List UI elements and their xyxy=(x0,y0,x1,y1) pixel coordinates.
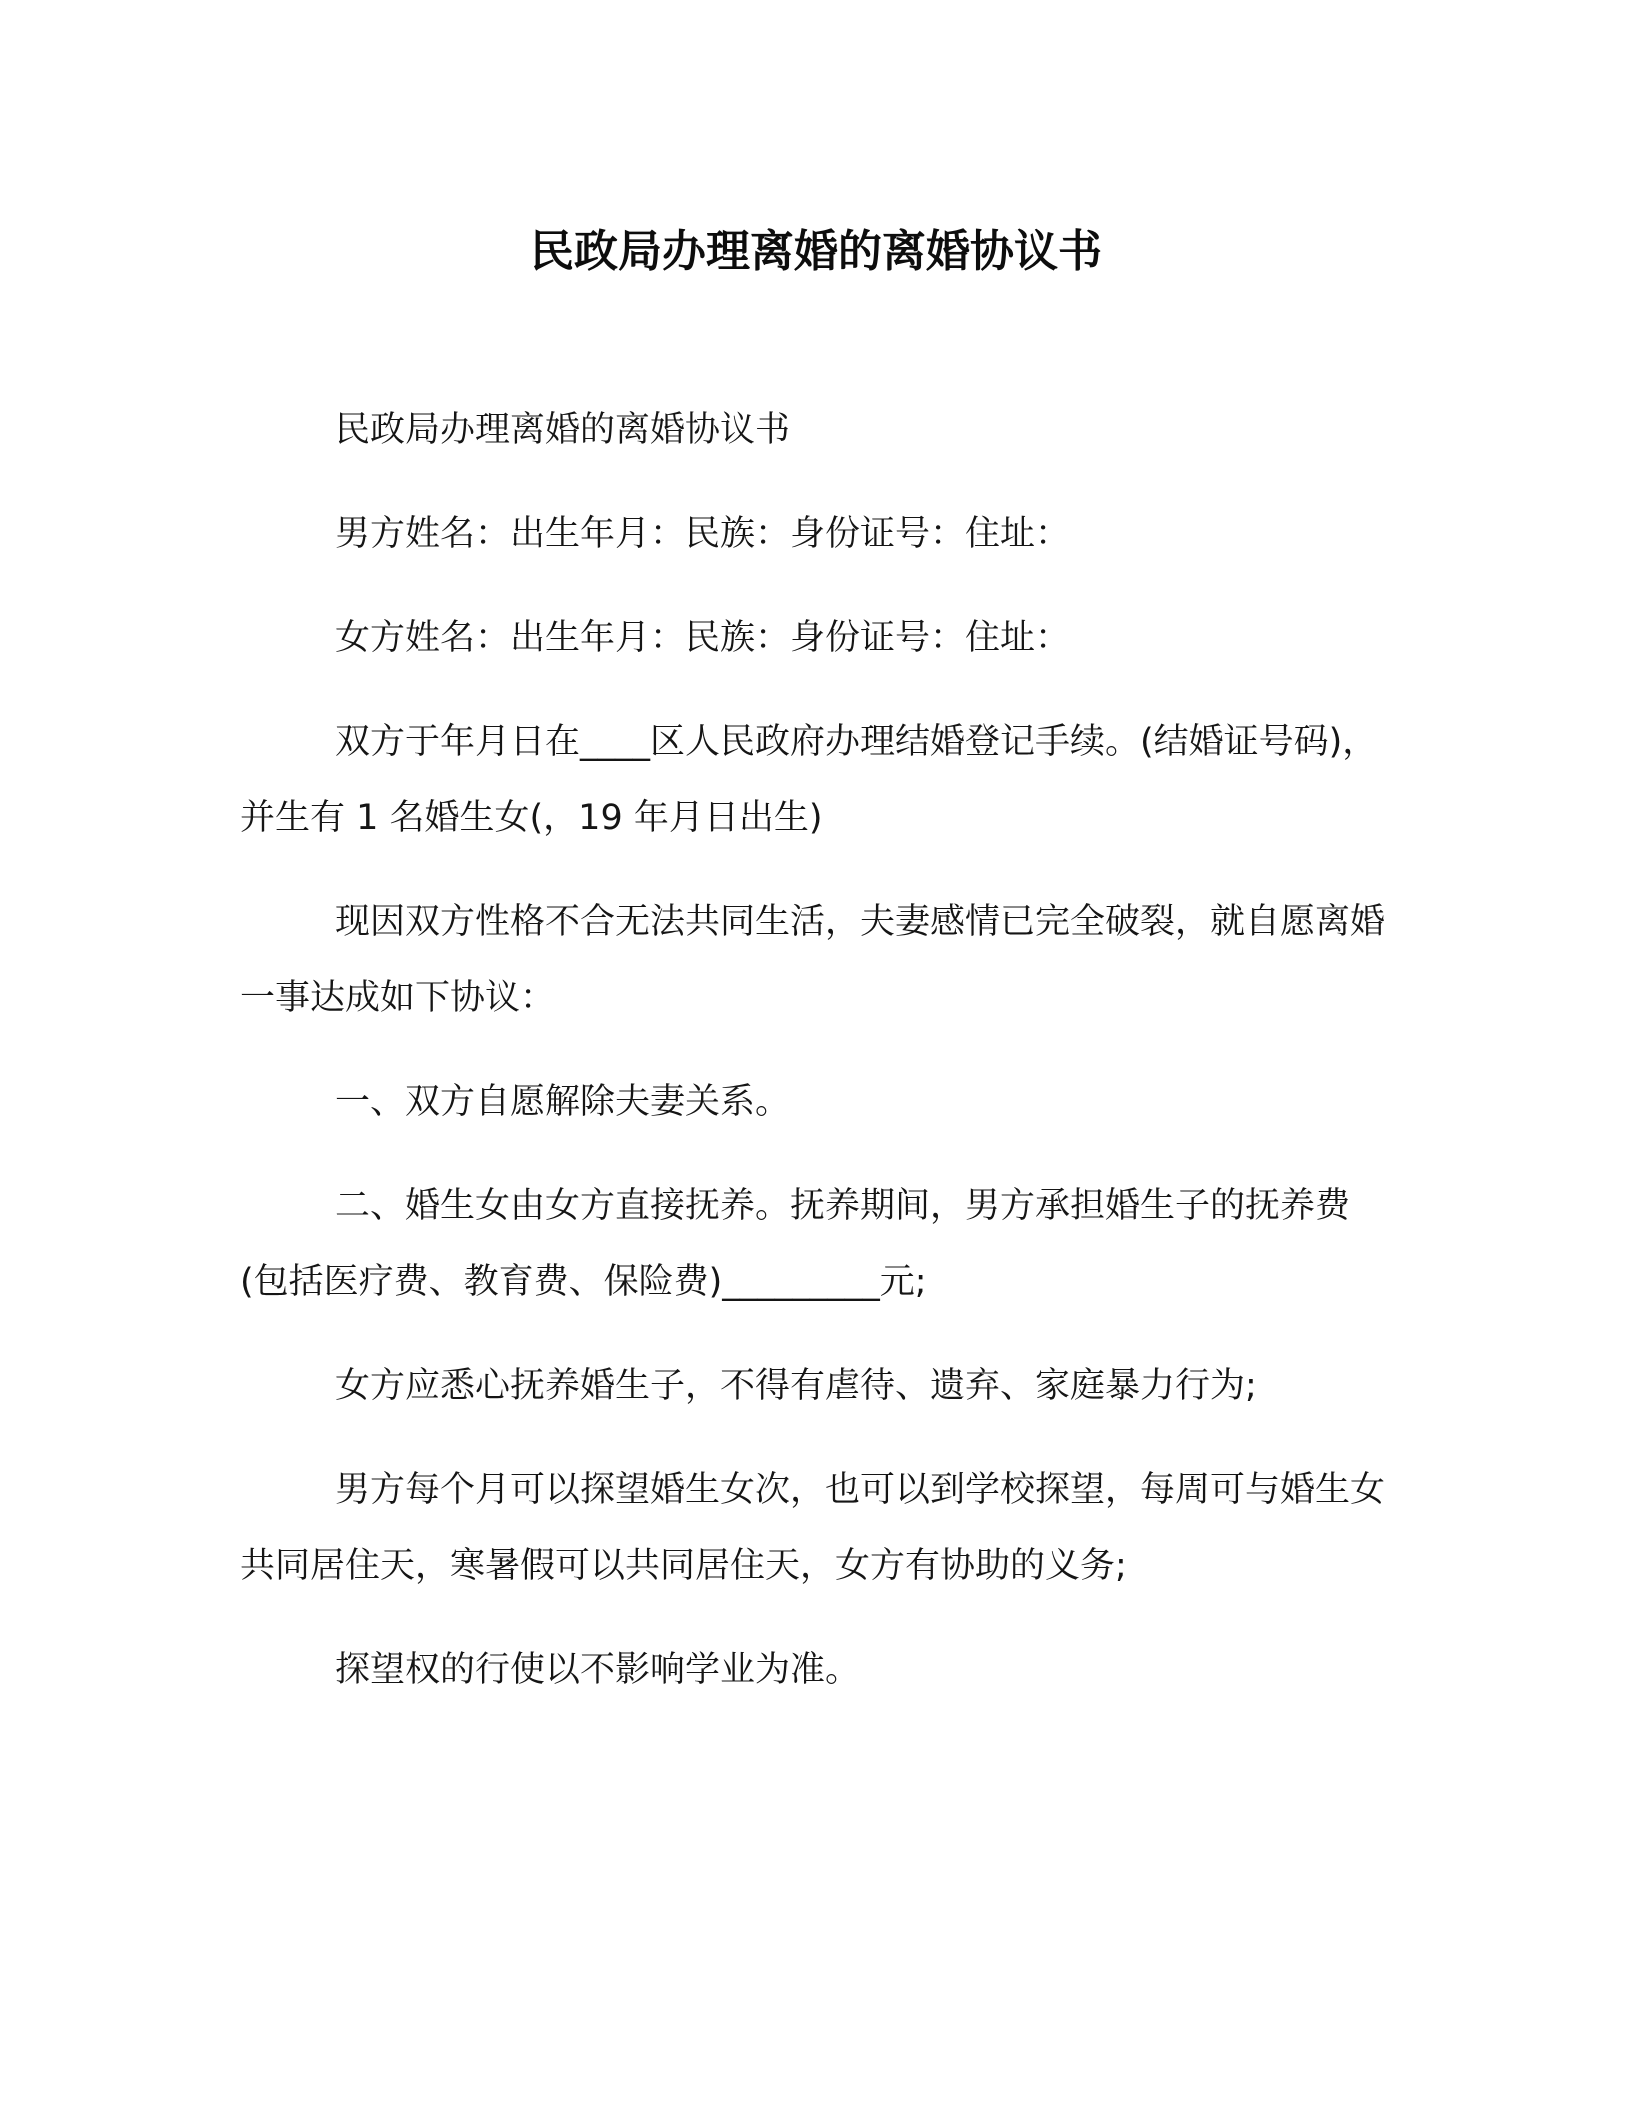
paragraph-marriage-registration: 双方于年月日在____区人民政府办理结婚登记手续。(结婚证号码)，并生有 1 名婚生女(，19 年月日出生) xyxy=(240,722,1378,838)
document-title: 民政局办理离婚的离婚协议书 xyxy=(530,226,1102,277)
paragraph-heading: 民政局办理离婚的离婚协议书 xyxy=(335,410,791,450)
paragraph-female-duty: 女方应悉心抚养婚生子，不得有虐待、遗弃、家庭暴力行为; xyxy=(335,1366,1257,1406)
paragraph-clause-2: 二、婚生女由女方直接抚养。抚养期间，男方承担婚生子的抚养费(包括医疗费、教育费、保险费)_________元; xyxy=(240,1186,1351,1302)
document-body xyxy=(240,392,1392,1736)
paragraph-female-info: 女方姓名：出生年月：民族：身份证号：住址： xyxy=(335,618,1071,658)
paragraph-male-info: 男方姓名：出生年月：民族：身份证号：住址： xyxy=(335,514,1071,554)
paragraph-visitation-rule: 探望权的行使以不影响学业为准。 xyxy=(335,1650,861,1690)
paragraph-visitation: 男方每个月可以探望婚生女次，也可以到学校探望，每周可与婚生女共同居住天，寒暑假可以共同居住天，女方有协助的义务; xyxy=(240,1470,1386,1586)
paragraph-clause-1: 一、双方自愿解除夫妻关系。 xyxy=(335,1082,791,1122)
paragraph-reason: 现因双方性格不合无法共同生活，夫妻感情已完全破裂，就自愿离婚一事达成如下协议： xyxy=(240,902,1386,1018)
